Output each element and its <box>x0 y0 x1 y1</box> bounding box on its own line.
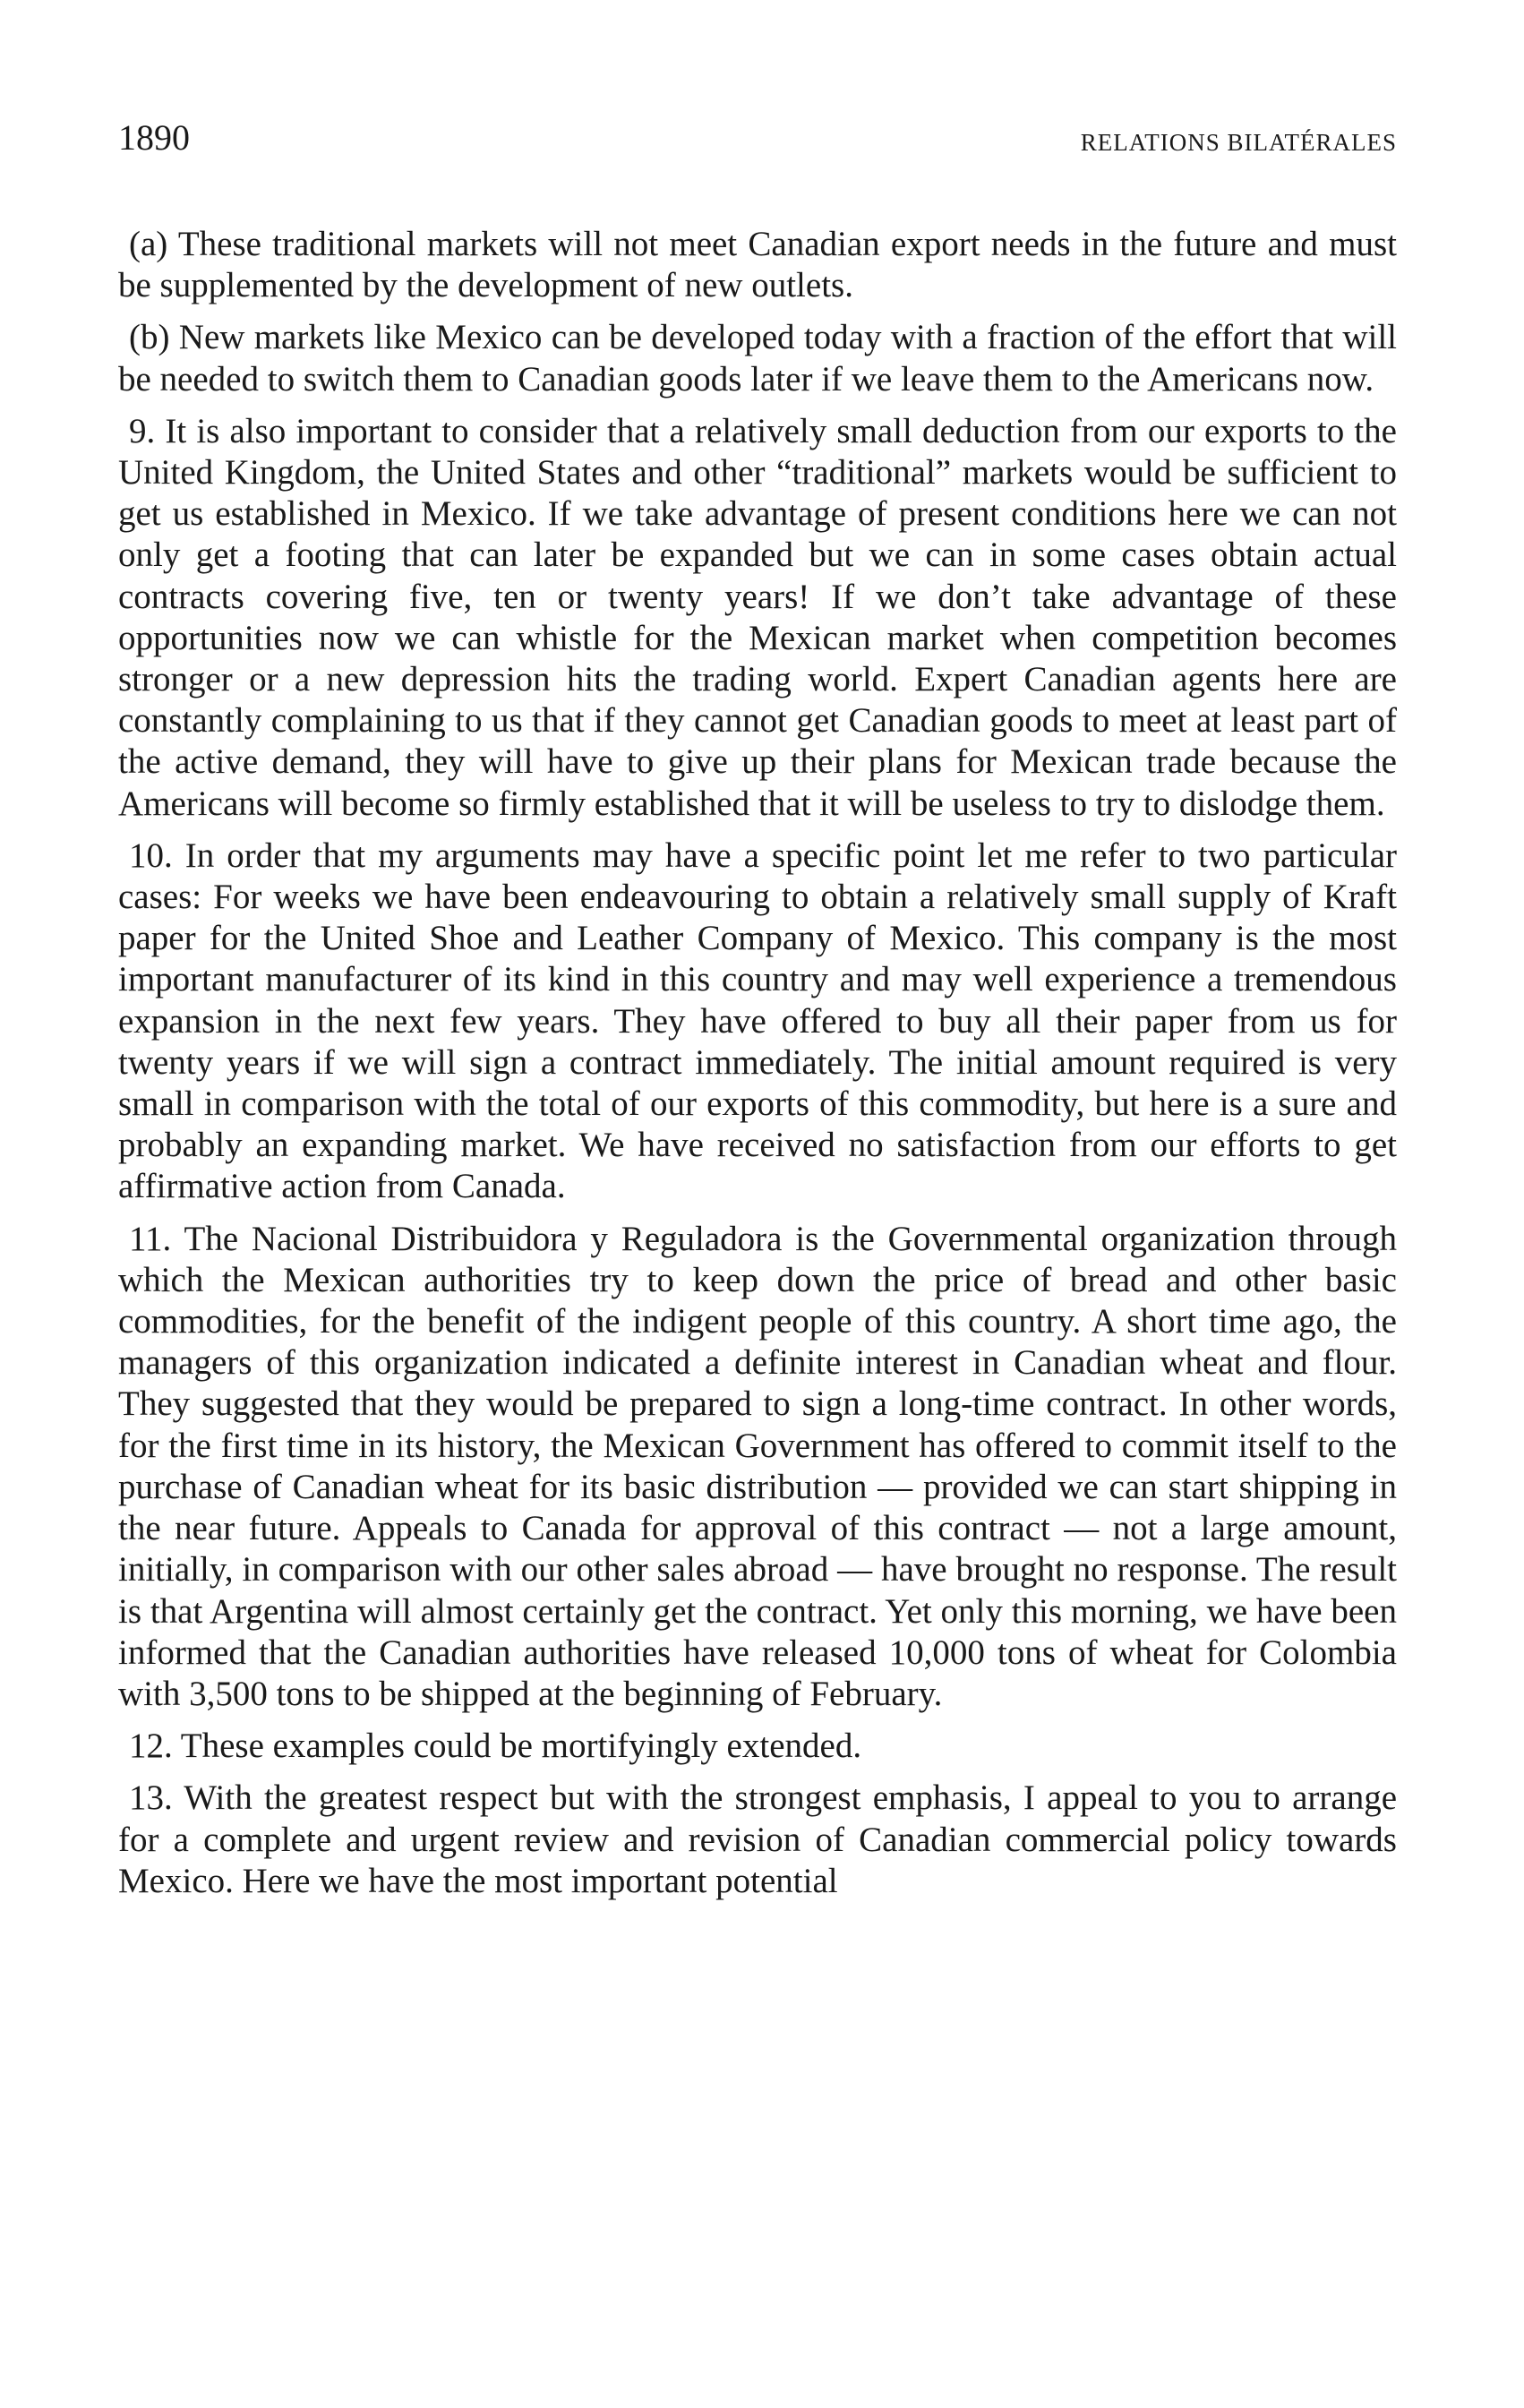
document-page <box>118 116 1397 1913</box>
running-header <box>118 116 1397 170</box>
paragraph-12: 12. These examples could be mortifyingly extended. <box>129 1727 862 1766</box>
paragraph-11: 11. The Nacional Distribuidora y Reguladora is the Governmental organization through which the Mexican authorities try to keep down the price of bread and other basic commodities, for the benefit of the indigent people of this country. A short time ago, the managers of this organization indicated a definite interest in Canadian wheat and flour. They suggested that they would be prepared to sign a long-time contract. In other words, for the first time in its history, the Mexican Government has offered to commit itself to the purchase of Canadian wheat for its basic distribution — provided we can start shipping in the near future. Appeals to Canada for approval of this contract — not a large amount, initially, in comparison with our other sales abroad — have brought no response. The result is that Argentina will almost certainly get the contract. Yet only this morning, we have been informed that the Canadian authorities have released 10,000 tons of wheat for Colombia with 3,500 tons to be shipped at the beginning of February. <box>118 1219 1397 1713</box>
body-text <box>118 224 1397 1902</box>
paragraph-a: (a) These traditional markets will not meet Canadian export needs in the future and must be supplemented by the development of new outlets. <box>118 225 1397 305</box>
paragraph-13: 13. With the greatest respect but with the strongest emphasis, I appeal to you to arrange for a complete and urgent review and revision of Canadian commercial policy towards Mexico. Here we have the most important potential <box>118 1778 1397 1900</box>
section-title: RELATIONS BILATÉRALES <box>1080 129 1397 156</box>
paragraph-10: 10. In order that my arguments may have a specific point let me refer to two particular cases: For weeks we have been endeavouring to obtain a relatively small supply of Kraft paper for the United Shoe and Leather Company of Mexico. This company is the most important manufacturer of its kind in this country and may well experience a tremendous expansion in the next few years. They have offered to buy all their paper from us for twenty years if we will sign a contract immediately. The initial amount required is very small in comparison with the total of our exports of this commodity, but here is a sure and probably an expanding market. We have received no satisfaction from our efforts to get affirmative action from Canada. <box>118 836 1397 1206</box>
paragraph-9: 9. It is also important to consider that a relatively small deduction from our exports to the United Kingdom, the United States and other “traditional” markets would be sufficient to get us established in Mexico. If we take advantage of present conditions here we can not only get a footing that can later be expanded but we can in some cases obtain actual contracts covering five, ten or twenty years! If we don’t take advantage of these opportunities now we can whistle for the Mexican market when competition becomes stronger or a new depression hits the trading world. Expert Canadian agents here are constantly complaining to us that if they cannot get Canadian goods to meet at least part of the active demand, they will have to give up their plans for Mexican trade because the Americans will become so firmly established that it will be useless to try to dislodge them. <box>118 411 1397 823</box>
paragraph-b: (b) New markets like Mexico can be developed today with a fraction of the effort that will be needed to switch them to Canadian goods later if we leave them to the Americans now. <box>118 318 1397 398</box>
page-number: 1890 <box>118 117 190 158</box>
